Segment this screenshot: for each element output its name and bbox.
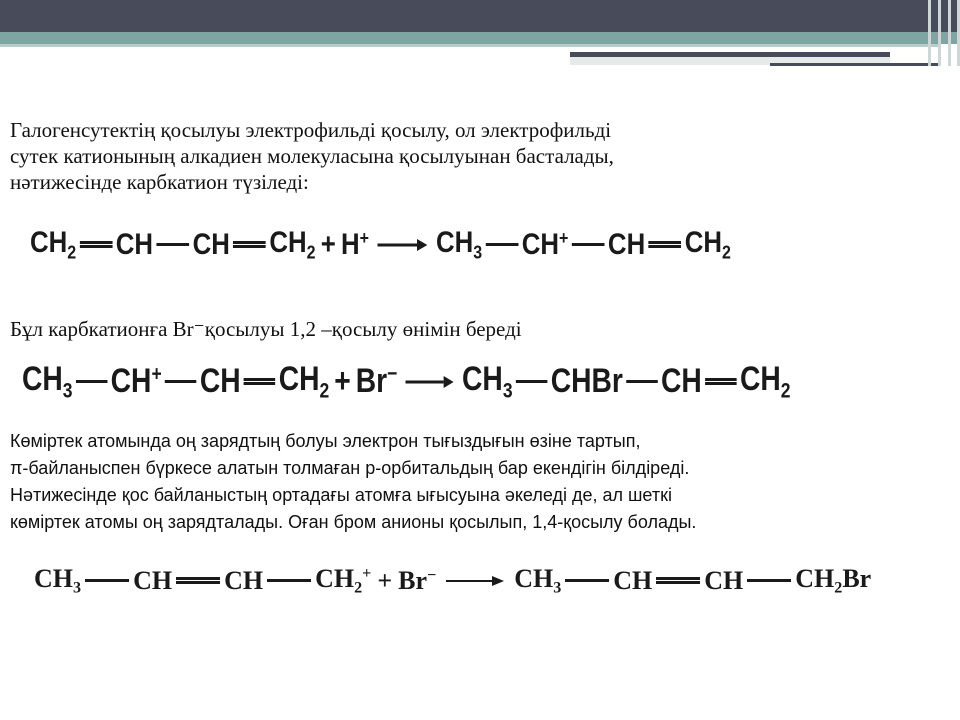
header-accent-line xyxy=(770,63,940,66)
intro-line: сутек катионының алкадиен молекуласына қосылуынан басталады, xyxy=(10,144,614,168)
formula-group: CH xyxy=(607,227,646,261)
formula-group: CH xyxy=(704,565,744,595)
single-bond xyxy=(747,579,791,582)
single-bond xyxy=(156,243,189,246)
intro-line: нәтижесінде карбкатион түзіледі: xyxy=(10,170,309,194)
formula-group: CH xyxy=(661,362,702,401)
bromine-sentence: Бұл карбкатионға Br⁻қосылуы 1,2 –қосылу өнімін береді xyxy=(10,317,522,341)
plus-sign: + xyxy=(377,565,393,595)
formula-group: $CH_2$ xyxy=(30,226,77,263)
equation-protonation xyxy=(30,226,731,264)
formula-group: CH xyxy=(192,227,230,261)
explanation-line: Нәтижесінде қос байланыстың ортадағы атомға ығысуына әкеледі де, ал шеткі xyxy=(10,485,672,505)
double-bond xyxy=(176,577,220,584)
formula-group: CH xyxy=(613,565,653,595)
formula-group: CH xyxy=(133,565,173,595)
single-bond xyxy=(76,380,108,383)
formula-group: $CH_3$ xyxy=(462,360,513,403)
header-teal-line xyxy=(0,44,940,47)
intro-paragraph xyxy=(10,117,614,195)
intro-line: Галогенсутектің қосылуы электрофильді қосылу, ол электрофильді xyxy=(10,118,612,142)
formula-group: $CH_3$ xyxy=(34,564,82,597)
formula-group: $CH_2$ xyxy=(739,360,791,403)
reagent: Br− xyxy=(355,362,398,401)
header-bar xyxy=(0,0,960,32)
formula-group: CHBr xyxy=(550,362,623,401)
equation-1-2-addition xyxy=(22,360,790,403)
single-bond xyxy=(516,380,548,383)
formula-group: $CH_3$ xyxy=(514,564,562,597)
header-stripes xyxy=(924,0,960,66)
formula-group: $CH_3$ xyxy=(22,360,73,403)
formula-group: $CH_3$ xyxy=(436,226,483,263)
header-stripe xyxy=(928,0,931,66)
single-bond xyxy=(85,579,129,582)
single-bond xyxy=(565,579,609,582)
formula-group: CH xyxy=(199,362,241,401)
formula-group: CH xyxy=(224,565,264,595)
double-bond xyxy=(705,378,737,385)
reagent: H+ xyxy=(340,227,369,262)
formula-group: CH xyxy=(115,227,154,261)
double-bond xyxy=(656,577,700,584)
header-teal-band xyxy=(0,32,960,44)
explanation-paragraph xyxy=(10,428,696,536)
plus-sign: + xyxy=(320,227,336,261)
explanation-line: π-байланыспен бүркесе алатын толмаған р-орбитальдың бар екендігін білдіреді. xyxy=(10,458,690,478)
double-bond xyxy=(80,241,113,248)
formula-group: CH+ xyxy=(110,362,162,401)
reaction-arrow-icon xyxy=(446,574,504,588)
formula-group: $CH_2$ xyxy=(684,226,731,263)
double-bond xyxy=(244,378,276,385)
reagent: Br− xyxy=(398,565,437,595)
single-bond xyxy=(267,579,311,582)
single-bond xyxy=(486,243,519,246)
header-stripe xyxy=(948,0,951,66)
plus-sign: + xyxy=(334,362,351,401)
formula-group: $CH_2^+$ xyxy=(315,564,372,597)
formula-group: CH+ xyxy=(521,227,569,262)
formula-group: $CH_2$ xyxy=(278,360,330,403)
equation-1-4-addition xyxy=(34,564,871,598)
double-bond xyxy=(649,241,682,248)
formula-group: $CH_2Br$ xyxy=(795,564,872,597)
explanation-line: Көміртек атомында оң зарядтың болуы электрон тығыздығын өзіне тартып, xyxy=(10,431,641,451)
single-bond xyxy=(165,380,197,383)
explanation-line: көміртек атомы оң зарядталады. Оған бром анионы қосылып, 1,4-қосылу болады. xyxy=(10,512,697,532)
formula-group: $CH_2$ xyxy=(269,226,316,263)
double-bond xyxy=(233,241,266,248)
reaction-arrow-icon xyxy=(378,238,428,252)
single-bond xyxy=(626,380,658,383)
header-stripe xyxy=(938,0,941,66)
reaction-arrow-icon xyxy=(406,375,454,389)
single-bond xyxy=(572,243,605,246)
